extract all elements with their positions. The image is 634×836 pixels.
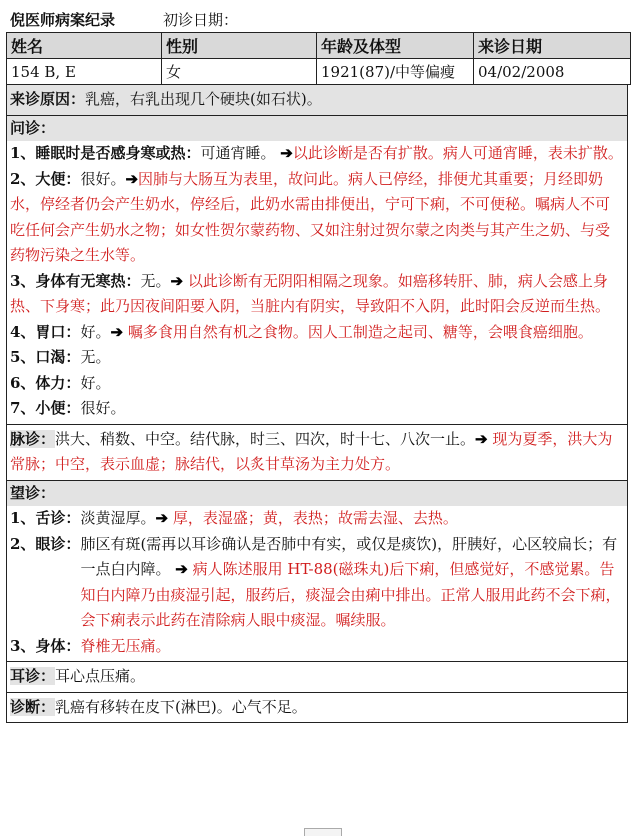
case-record-page [6,6,630,723]
item-value: 很好。 [80,399,126,417]
arrow-icon: ➔ [280,144,293,162]
item-label: 6、体力： [10,373,81,392]
pulse-note: 现为夏季，洪大为常脉；中空，表示血虚；脉结代，以炙甘草汤为主力处方。 [10,429,613,473]
pulse-label: 脉诊： [10,429,56,448]
patient-age-build: 1921(87)/中等偏瘦 [317,59,474,85]
reason-label: 来诊原因： [10,90,86,108]
item-value: 可通宵睡。 [200,144,276,162]
item-label: 1、睡眠时是否感身寒或热： [10,144,201,162]
header-visit-date: 来诊日期 [474,33,631,59]
item-value: 好。 [80,373,111,392]
ear-label: 耳诊： [10,667,56,685]
inspection-item-eye [10,532,624,634]
item-note: 因肺与大肠互为表里，故问此。病人已停经，排便尤其重要；月经即奶水，停经者仍会产生奶水，停经后，此奶水需由排便出，宁可下痢，不可便秘。嘱病人不可吃任何会产生奶水之物；如女性贺尔蒙药物、又如注射过贺尔蒙之肉类与其产生之奶、与受药物污染之生水等。 [10,169,611,264]
item-note: 厚，表湿盛；黄，表热；故需去湿、去热。 [172,509,458,527]
item-value: 无。 [140,271,171,290]
item-label: 2、眼诊： [10,534,81,553]
inspection-label: 望诊： [10,483,56,502]
item-value: 很好。 [80,169,126,188]
eye-content [80,532,624,634]
item-value: 无。 [80,348,111,366]
item-label: 1、舌诊： [10,509,81,527]
table-header-row [7,33,631,59]
item-value: 淡黄湿厚。 [80,509,156,527]
inspection-section [6,481,628,663]
arrow-icon: ➔ [110,322,124,341]
inquiry-item-sleep [10,141,624,167]
item-label: 7、小便： [10,399,81,417]
ear-section [6,662,628,693]
inquiry-item-stool [10,167,624,269]
arrow-icon: ➔ [175,560,188,578]
item-note: 病人陈述服用 HT-88(磁珠丸)后下痢，但感觉好，不感觉累。告知白内障乃由痰湿引起，服药后，痰湿会由痢中排出。正常人服用此药不会下痢，会下痢表示此药在清除病人眼中痰湿。嘱续服。 [80,560,621,629]
item-value: 好。 [80,322,111,341]
pulse-section [6,425,628,481]
reason-section [6,85,628,116]
item-note: 嘱多食用自然有机之食物。因人工制造之起司、糖等，会喂食癌细胞。 [127,322,593,341]
inspection-item-tongue [10,506,624,532]
item-label: 3、身体： [10,636,81,655]
record-title: 倪医师病案纪录 [10,10,116,29]
inquiry-section [6,116,628,425]
item-note: 以此诊断有无阴阳相隔之现象。如癌移转肝、肺，病人会感上身热、下身寒；此乃因夜间阳要入阴，当脏内有阴实，导致阳不入阴，此时阳会反逆而生热。 [10,271,611,315]
arrow-icon: ➔ [125,169,139,188]
arrow-icon: ➔ [155,509,169,527]
inquiry-item-appetite [10,320,624,346]
pulse-value: 洪大、稍数、中空。结代脉，时三、四次，时十七、八次一止。 [55,429,476,448]
item-note: 以此诊断是否有扩散。病人可通宵睡，表未扩散。 [292,144,623,162]
item-label: 5、口渴： [10,348,81,366]
ear-value: 耳心点压痛。 [55,667,146,685]
diagnosis-label: 诊断： [10,697,56,716]
reason-text: 乳癌，右乳出现几个硬块(如石状)。 [85,90,322,108]
inquiry-item-thirst [10,345,624,371]
title-row [6,6,630,32]
inquiry-label: 问诊： [10,118,56,137]
inspection-header [7,481,627,507]
visit-date: 04/02/2008 [474,59,631,85]
inquiry-item-strength [10,371,624,397]
inspection-item-body [10,634,624,660]
arrow-icon: ➔ [475,429,488,448]
diagnosis-value: 乳癌有移转在皮下(淋巴)。心气不足。 [55,697,307,716]
patient-gender: 女 [162,59,317,85]
inquiry-item-urine [10,396,624,422]
diagnosis-section [6,693,628,724]
item-label: 4、胃口： [10,322,81,341]
inquiry-item-cold-heat [10,269,624,320]
arrow-icon: ➔ [170,271,184,290]
header-age-build: 年龄及体型 [317,33,474,59]
patient-name: 154 B, E [7,59,162,85]
first-visit-date-label: 初诊日期： [163,10,239,29]
table-row [7,59,631,85]
item-note: 脊椎无压痛。 [80,636,171,655]
item-label: 3、身体有无寒热： [10,271,141,290]
header-name: 姓名 [7,33,162,59]
patient-info-table [6,32,631,85]
inquiry-header [7,116,627,142]
header-gender: 性别 [162,33,317,59]
item-label: 2、大便： [10,169,81,188]
item-value: 肺区有斑(需再以耳诊确认是否肺中有实，或仅是痰饮)，肝胰好，心区较扁长；有一点白内障。 [80,534,618,578]
